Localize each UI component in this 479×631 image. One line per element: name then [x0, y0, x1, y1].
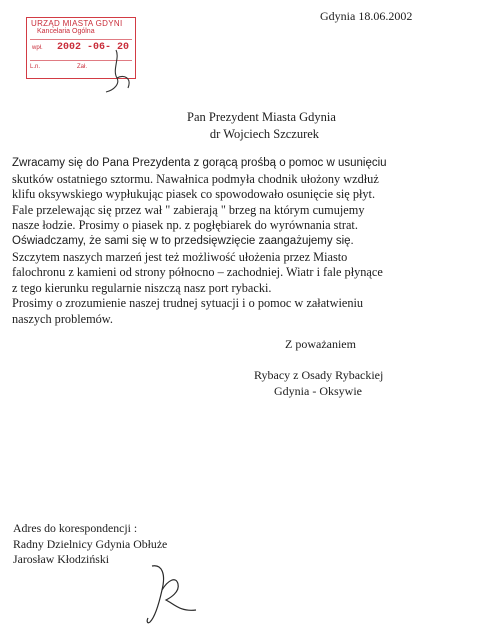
body-line: Oświadczamy, że sami się w to przedsięwzięcie zaangażujemy się. [12, 234, 354, 247]
stamp-wpl-label: wpł. [32, 45, 43, 51]
stamp-zal-label: Zał. [77, 64, 88, 70]
closing-salutation: Z poważaniem [285, 337, 356, 351]
sender-line: Gdynia - Oksywie [274, 384, 362, 398]
body-line: z tego kierunku regularnie niszczą nasz port rybacki. [12, 280, 272, 295]
body-line: skutków ostatniego sztormu. Nawałnica podmyła chodnik ułożony wzdłuż [12, 171, 379, 186]
addressee-name: dr Wojciech Szczurek [209, 127, 320, 141]
contact-line: Radny Dzielnicy Gdynia Obłuże [13, 536, 168, 551]
stamp-department-line: Kancelaria Ogólna [37, 28, 95, 35]
stamp-ln-label: L.n. [30, 64, 41, 70]
sender-block [254, 367, 383, 399]
addressee-title: Pan Prezydent Miasta Gdynia [187, 110, 336, 124]
contact-line: Jarosław Kłodziński [13, 552, 109, 566]
stamp-office-line: URZĄD MIASTA GDYNI [31, 19, 123, 28]
body-line: Zwracamy się do Pana Prezydenta z gorącą prośbą o pomoc w usunięciu [12, 157, 387, 169]
contact-label: Adres do korespondencji : [13, 521, 138, 535]
body-line: Szczytem naszych marzeń jest też możliwość ułożenia przez Miasto [12, 249, 348, 264]
body-line: klifu oksywskiego wypłukując piasek co spowodowało osunięcie się płyt. [12, 187, 376, 202]
stamp-date: 2002 -06- 20 [57, 42, 130, 53]
handwritten-signature [140, 560, 200, 626]
letter-date: Gdynia 18.06.2002 [320, 9, 413, 23]
body-line: falochronu z kamieni od strony północno – zachodniej. Wiatr i fale płynące [12, 265, 383, 280]
body-line: Prosimy o zrozumienie naszej trudnej sytuacji i o pomoc w załatwieniu [12, 296, 364, 311]
body-line: naszych problemów. [12, 311, 113, 326]
body-line: Fale przelewając się przez wał " zabierają " brzeg na którym cumujemy [12, 202, 365, 217]
sender-line: Rybacy z Osady Rybackiej [254, 368, 384, 382]
body-line: nasze łodzie. Prosimy o piasek np. z pogłębiarek do wyrównania strat. [12, 218, 358, 233]
letter-body [12, 156, 467, 328]
addressee-block [0, 109, 479, 143]
stamp-initials-mark [98, 48, 138, 94]
